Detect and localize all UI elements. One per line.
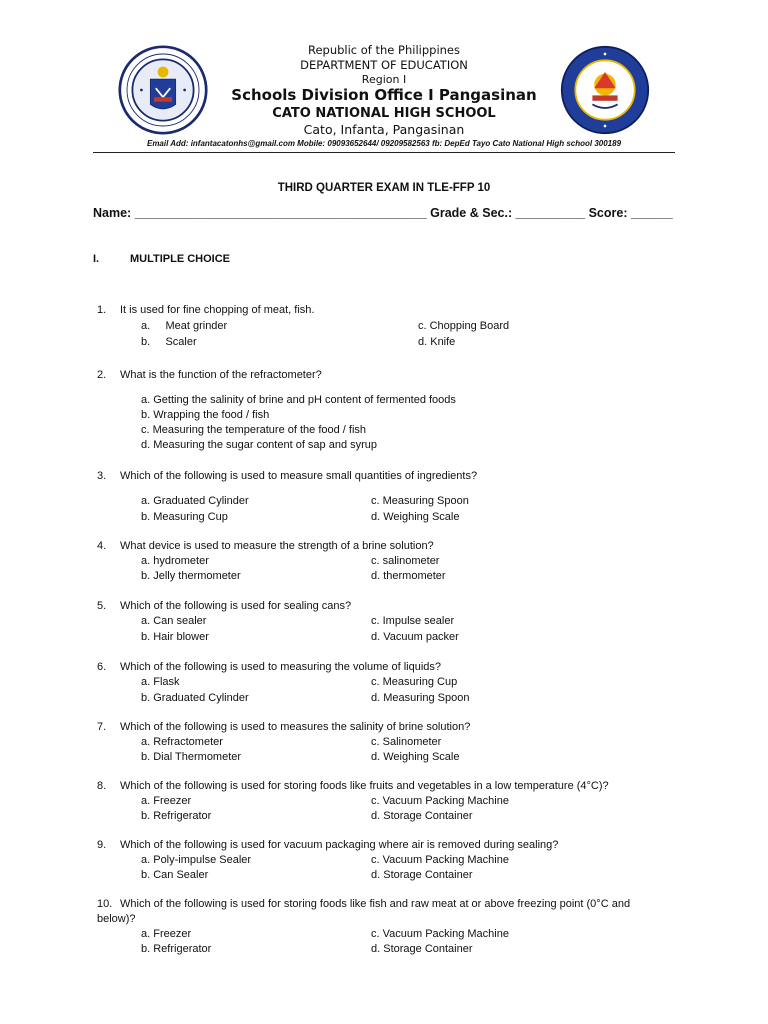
- question-number: 7.: [97, 721, 107, 733]
- exam-title: THIRD QUARTER EXAM IN TLE-FFP 10: [277, 182, 491, 194]
- question-number: 10.: [97, 898, 113, 910]
- question-text: Which of the following is used to measuring the volume of liquids?: [120, 661, 442, 673]
- question-number: 1.: [97, 304, 107, 316]
- option-c: c. Vacuum Packing Machine: [371, 854, 509, 866]
- question-text: Which of the following is used for storing foods like fish and raw meat at or above freezing point (0°C and: [120, 898, 631, 910]
- section-number: I.: [93, 253, 100, 265]
- question-text: Which of the following is used for sealing cans?: [120, 600, 352, 612]
- question-text: What is the function of the refractometer?: [120, 369, 322, 381]
- option-b: b. Wrapping the food / fish: [141, 409, 270, 421]
- option-c: c. Vacuum Packing Machine: [371, 928, 509, 940]
- question-text: It is used for fine chopping of meat, fish.: [120, 304, 315, 316]
- question-1: [97, 304, 314, 316]
- question-3: [97, 470, 477, 482]
- question-7: [97, 721, 470, 733]
- option-a: a. hydrometer: [141, 555, 209, 567]
- option-d: d. Weighing Scale: [371, 511, 460, 523]
- question-text: Which of the following is used to measure small quantities of ingredients?: [120, 470, 478, 482]
- question-number: 4.: [97, 540, 107, 552]
- option-b: b. Refrigerator: [141, 810, 212, 822]
- option-c: c. salinometer: [371, 555, 440, 567]
- question-number: 2.: [97, 369, 107, 381]
- option-c: c. Salinometer: [371, 736, 442, 748]
- option-d: d. Vacuum packer: [371, 631, 459, 643]
- section-title: MULTIPLE CHOICE: [130, 253, 231, 265]
- option-b: b. Jelly thermometer: [141, 570, 241, 582]
- question-text: Which of the following is used to measures the salinity of brine solution?: [120, 721, 471, 733]
- question-6: [97, 661, 441, 673]
- header-contact: Email Add: infantacatonhs@gmail.com Mobile: 09093652644/ 09209582563 fb: DepEd Tayo Cato National High school 300189: [146, 139, 622, 148]
- option-a: a. Poly-impulse Sealer: [141, 854, 252, 866]
- header-republic: Republic of the Philippines: [307, 43, 461, 57]
- option-d: d. Storage Container: [371, 943, 473, 955]
- option-a: a. Refractometer: [141, 736, 223, 748]
- question-10: [97, 898, 630, 910]
- option-a: a. Meat grinder: [141, 320, 228, 332]
- header-divider: [93, 152, 675, 153]
- option-d: d. Measuring the sugar content of sap and syrup: [141, 439, 378, 451]
- option-b: b. Can Sealer: [141, 869, 209, 881]
- option-b: b. Measuring Cup: [141, 511, 228, 523]
- question-number: 9.: [97, 839, 107, 851]
- option-d: d. Knife: [418, 336, 456, 348]
- question-8: [97, 780, 609, 792]
- question-number: 8.: [97, 780, 107, 792]
- option-d: d. Storage Container: [371, 810, 473, 822]
- option-b: b. Dial Thermometer: [141, 751, 242, 763]
- option-a: a. Flask: [141, 676, 180, 688]
- option-b: b. Refrigerator: [141, 943, 212, 955]
- question-number: 6.: [97, 661, 107, 673]
- option-d: d. Storage Container: [371, 869, 473, 881]
- question-text: Which of the following is used for vacuum packaging where air is removed during sealing?: [120, 839, 559, 851]
- question-2: [97, 369, 322, 381]
- header-region: Region I: [361, 73, 407, 86]
- option-c: c. Chopping Board: [418, 320, 510, 332]
- option-b: b. Hair blower: [141, 631, 209, 643]
- question-text: What device is used to measure the strength of a brine solution?: [120, 540, 434, 552]
- question-number: 5.: [97, 600, 107, 612]
- option-a: a. Getting the salinity of brine and pH content of fermented foods: [141, 394, 456, 406]
- question-9: [97, 839, 558, 851]
- option-d: d. thermometer: [371, 570, 446, 582]
- option-c: c. Measuring the temperature of the food / fish: [141, 424, 367, 436]
- option-a: a. Graduated Cylinder: [141, 495, 249, 507]
- option-d: d. Weighing Scale: [371, 751, 460, 763]
- option-a: a. Freezer: [141, 928, 192, 940]
- question-4: [97, 540, 434, 552]
- header-school: CATO NATIONAL HIGH SCHOOL: [272, 106, 496, 121]
- option-c: c. Measuring Cup: [371, 676, 458, 688]
- question-text: Which of the following is used for storing foods like fruits and vegetables in a low temperature (4°C)?: [120, 780, 609, 792]
- option-a: a. Freezer: [141, 795, 192, 807]
- question-5: [97, 600, 351, 612]
- option-c: c. Impulse sealer: [371, 615, 455, 627]
- header-department: DEPARTMENT OF EDUCATION: [300, 58, 468, 72]
- header-division: Schools Division Office I Pangasinan: [231, 86, 537, 104]
- option-b: b. Scaler: [141, 336, 197, 348]
- sdo-pangasinan-seal-logo: [560, 45, 650, 135]
- question-10-continuation: below)?: [97, 913, 136, 925]
- question-number: 3.: [97, 470, 107, 482]
- option-b: b. Graduated Cylinder: [141, 692, 249, 704]
- option-c: c. Measuring Spoon: [371, 495, 469, 507]
- option-a: a. Can sealer: [141, 615, 207, 627]
- student-info-line: Name: __________________________________________ Grade & Sec.: __________ Score: ______: [93, 206, 673, 220]
- header-address: Cato, Infanta, Pangasinan: [303, 122, 465, 137]
- option-d: d. Measuring Spoon: [371, 692, 470, 704]
- option-c: c. Vacuum Packing Machine: [371, 795, 509, 807]
- deped-seal-logo: [118, 45, 208, 135]
